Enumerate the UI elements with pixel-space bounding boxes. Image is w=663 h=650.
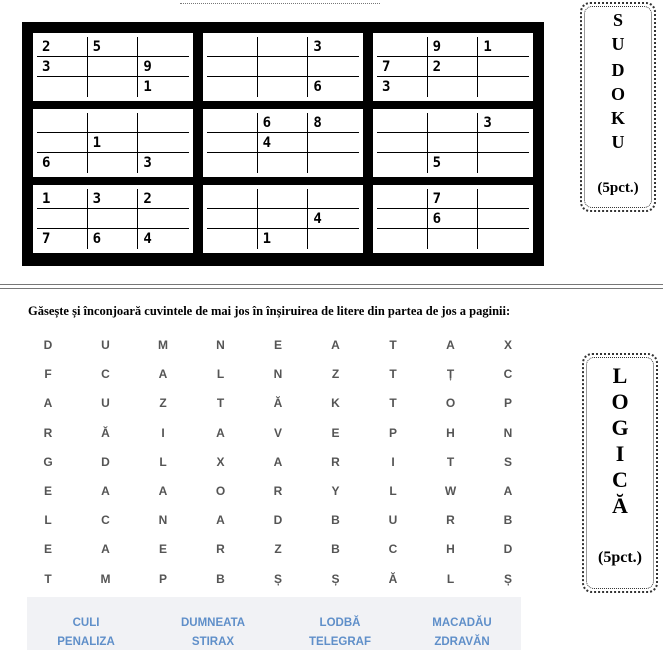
sudoku-points: (5pct.)	[597, 180, 639, 196]
letter-grid-cell[interactable]: T	[389, 396, 397, 411]
sudoku-cell[interactable]: 1	[143, 79, 152, 95]
sudoku-cell[interactable]	[478, 153, 529, 173]
sudoku-cell[interactable]	[258, 57, 309, 77]
letter-grid-cell[interactable]: C	[388, 542, 398, 557]
letter-grid-cell[interactable]: D	[503, 542, 513, 557]
sudoku-cell[interactable]: 1	[37, 189, 88, 209]
sudoku-label-box	[580, 2, 656, 212]
letter-grid-cell[interactable]: N	[273, 367, 283, 382]
letter-grid-cell[interactable]: O	[215, 484, 226, 498]
letter-grid-cell[interactable]: Z	[331, 367, 340, 382]
logic-title-letter: Ă	[612, 493, 628, 518]
letter-grid-cell[interactable]: G	[43, 454, 53, 469]
letter-grid-cell[interactable]: Ă	[273, 396, 283, 411]
sudoku-cell[interactable]: 7	[428, 189, 479, 209]
sudoku-cell[interactable]: 6	[258, 113, 309, 133]
letter-grid-cell[interactable]: K	[331, 396, 340, 411]
word-list-item: ZDRAVĂN	[434, 636, 490, 648]
sudoku-cell[interactable]: 7	[377, 57, 428, 77]
letter-grid-cell[interactable]: E	[43, 484, 52, 498]
logic-title-letter: L	[612, 363, 628, 388]
sudoku-cell[interactable]	[308, 189, 359, 209]
sudoku-cell[interactable]: 6	[88, 229, 139, 249]
letter-grid-cell[interactable]: Ț	[446, 367, 455, 382]
letter-grid-cell[interactable]: A	[101, 484, 110, 498]
sudoku-cell[interactable]	[37, 77, 88, 97]
sudoku-cell[interactable]	[478, 77, 529, 97]
letter-grid-cell[interactable]: W	[444, 484, 457, 498]
letter-grid-cell[interactable]: B	[331, 513, 340, 528]
letter-grid-cell[interactable]: A	[503, 484, 513, 498]
sudoku-title-letter: S	[612, 10, 623, 30]
sudoku-cell[interactable]: 3	[377, 77, 428, 97]
letter-grid-cell[interactable]: Ă	[388, 571, 398, 586]
sudoku-cell[interactable]	[88, 153, 139, 173]
sudoku-cell[interactable]	[207, 229, 258, 249]
letter-grid-cell[interactable]: B	[503, 513, 513, 528]
sudoku-cell[interactable]	[377, 189, 428, 209]
word-list-item: LODBĂ	[319, 617, 361, 629]
letter-grid-cell[interactable]: T	[389, 338, 397, 352]
letter-grid-cell[interactable]: O	[445, 396, 456, 411]
letter-grid-cell[interactable]: A	[331, 338, 340, 352]
letter-grid-cell[interactable]: U	[101, 338, 110, 352]
word-list-item: PENALIZA	[57, 636, 115, 648]
letter-grid-cell[interactable]: A	[158, 484, 168, 498]
letter-grid-cell[interactable]: C	[101, 513, 110, 528]
sudoku-cell[interactable]	[138, 209, 189, 229]
letter-grid-cell[interactable]: Ă	[101, 425, 110, 440]
sudoku-cell[interactable]: 8	[308, 113, 359, 133]
sudoku-box	[370, 30, 536, 104]
letter-grid-cell[interactable]: P	[503, 396, 512, 411]
letter-grid-cell[interactable]: E	[158, 542, 167, 557]
sudoku-box	[30, 106, 196, 180]
logic-title-letter: C	[612, 467, 628, 492]
sudoku-cell[interactable]	[478, 209, 529, 229]
sudoku-cell[interactable]: 9	[138, 57, 189, 77]
letter-grid-cell[interactable]: B	[331, 542, 340, 557]
sudoku-cell[interactable]: 1	[258, 229, 309, 249]
letter-grid-cell[interactable]: M	[158, 338, 168, 352]
letter-grid-cell[interactable]: H	[446, 542, 455, 557]
letter-grid-cell[interactable]: L	[159, 454, 167, 469]
letter-grid-cell[interactable]: A	[158, 367, 168, 382]
letter-grid-cell[interactable]: E	[273, 338, 282, 352]
decorative-dotted-line	[180, 3, 380, 4]
letter-grid-cell[interactable]: T	[446, 454, 455, 469]
sudoku-cell[interactable]	[308, 153, 359, 173]
sudoku-cell[interactable]	[88, 113, 139, 133]
logic-title-letter: O	[611, 389, 629, 414]
word-list-item: CULI	[72, 617, 100, 629]
sudoku-cell[interactable]: 2	[428, 57, 479, 77]
letter-grid-cell[interactable]: R	[216, 542, 225, 557]
sudoku-cell[interactable]	[308, 57, 359, 77]
sudoku-cell[interactable]	[37, 133, 88, 153]
letter-grid-cell[interactable]: Z	[159, 396, 167, 411]
sudoku-cell[interactable]	[138, 37, 189, 57]
letter-grid-cell[interactable]: N	[216, 338, 225, 352]
sudoku-cell[interactable]: 3	[143, 155, 152, 171]
sudoku-box	[370, 106, 536, 180]
sudoku-cell[interactable]	[478, 133, 529, 153]
sudoku-cell[interactable]	[258, 77, 309, 97]
sudoku-cell[interactable]	[377, 113, 428, 133]
letter-grid-cell[interactable]: A	[273, 454, 283, 469]
sudoku-cell[interactable]: 4	[143, 231, 152, 247]
sudoku-cell[interactable]: 2	[37, 37, 88, 57]
sudoku-cell[interactable]: 5	[88, 37, 139, 57]
sudoku-cell[interactable]	[478, 229, 529, 249]
letter-grid-cell[interactable]: A	[43, 396, 53, 411]
sudoku-cell[interactable]: 4	[258, 133, 309, 153]
letter-grid-cell[interactable]: L	[44, 513, 52, 528]
letter-grid-cell[interactable]: Ș	[503, 571, 512, 586]
sudoku-cell[interactable]: 6	[313, 79, 322, 95]
letter-grid-cell[interactable]: L	[389, 484, 397, 498]
sudoku-cell[interactable]	[207, 133, 258, 153]
word-list-item: DUMNEATA	[180, 617, 246, 629]
letter-grid-cell[interactable]: Y	[331, 484, 340, 498]
logic-title-letter: G	[611, 415, 629, 440]
logic-label-box	[582, 353, 658, 593]
sudoku-cell[interactable]	[428, 77, 479, 97]
sudoku-cell[interactable]: 1	[88, 133, 139, 153]
sudoku-cell[interactable]	[258, 209, 309, 229]
word-list-item: STIRAX	[191, 636, 235, 648]
sudoku-cell[interactable]: 2	[138, 189, 189, 209]
letter-grid-cell[interactable]: A	[101, 542, 110, 557]
letter-grid-cell[interactable]: C	[503, 367, 513, 382]
sudoku-cell[interactable]: 3	[37, 57, 88, 77]
sudoku-box	[370, 182, 536, 256]
sudoku-cell[interactable]	[377, 133, 428, 153]
sudoku-title-letter: O	[610, 84, 625, 104]
letter-grid-cell[interactable]: A	[446, 338, 455, 352]
sudoku-cell[interactable]: 3	[88, 189, 139, 209]
letter-grid-cell[interactable]: F	[44, 367, 52, 382]
sudoku-cell[interactable]	[138, 133, 189, 153]
sudoku-cell[interactable]	[88, 77, 139, 97]
letter-grid-cell[interactable]: L	[216, 367, 225, 382]
sudoku-cell[interactable]	[207, 113, 258, 133]
letter-grid-cell[interactable]: N	[158, 513, 168, 528]
letter-grid-cell[interactable]: A	[216, 513, 225, 528]
letter-grid-cell[interactable]: T	[44, 571, 52, 586]
sudoku-cell[interactable]: 9	[428, 37, 479, 57]
sudoku-cell[interactable]	[308, 133, 359, 153]
letter-grid-cell[interactable]: L	[446, 571, 455, 586]
word-list-item: MACADĂU	[432, 617, 492, 629]
sudoku-cell[interactable]	[88, 209, 139, 229]
sudoku-box	[200, 182, 366, 256]
letter-grid-cell[interactable]: R	[273, 484, 283, 498]
logic-points: (5pct.)	[598, 549, 642, 566]
logic-title-letter: I	[615, 441, 625, 466]
sudoku-cell[interactable]: 5	[428, 153, 479, 173]
sudoku-title-letter: U	[611, 34, 625, 54]
letter-grid-cell[interactable]: T	[216, 396, 225, 411]
sudoku-cell[interactable]: 7	[37, 229, 88, 249]
sudoku-cell[interactable]: 3	[308, 37, 359, 57]
letter-grid-cell[interactable]: Ș	[331, 571, 340, 586]
sudoku-box	[200, 106, 366, 180]
sudoku-cell[interactable]	[428, 113, 479, 133]
logic-instructions: Găsește și înconjoară cuvintele de mai jos în înșiruirea de litere din partea de jos a paginii:	[28, 304, 511, 318]
sudoku-cell[interactable]	[377, 209, 428, 229]
sudoku-cell[interactable]	[478, 189, 529, 209]
letter-grid-cell[interactable]: B	[216, 571, 225, 586]
letter-grid-cell[interactable]: N	[503, 425, 513, 440]
sudoku-title-letter: D	[611, 60, 625, 80]
letter-grid-cell[interactable]: I	[391, 454, 395, 469]
sudoku-cell[interactable]: 6	[428, 209, 479, 229]
sudoku-cell[interactable]	[37, 209, 88, 229]
sudoku-cell[interactable]: 4	[308, 209, 359, 229]
letter-grid-cell[interactable]: A	[216, 425, 225, 440]
sudoku-grid	[22, 22, 544, 266]
sudoku-title-letter: K	[610, 108, 625, 128]
letter-grid-cell[interactable]: E	[43, 542, 52, 557]
letter-grid-cell[interactable]: U	[388, 513, 398, 528]
sudoku-cell[interactable]	[138, 113, 189, 133]
sudoku-cell[interactable]	[258, 189, 309, 209]
letter-grid-cell[interactable]: D	[101, 454, 110, 469]
sudoku-title-letter: U	[611, 132, 625, 152]
sudoku-cell[interactable]	[428, 229, 479, 249]
letter-grid-cell[interactable]: E	[331, 425, 340, 440]
sudoku-cell[interactable]	[308, 229, 359, 249]
letter-grid-cell[interactable]: R	[43, 425, 53, 440]
word-list-item: TELEGRAF	[309, 636, 371, 648]
letter-grid-cell[interactable]: S	[503, 454, 512, 469]
sudoku-cell[interactable]	[37, 113, 88, 133]
letter-grid-cell[interactable]: P	[388, 425, 397, 440]
sudoku-cell[interactable]	[377, 37, 428, 57]
letter-grid-cell[interactable]: X	[503, 338, 512, 352]
sudoku-cell[interactable]	[207, 189, 258, 209]
sudoku-cell[interactable]	[258, 153, 309, 173]
sudoku-cell[interactable]	[428, 133, 479, 153]
letter-grid-cell[interactable]: M	[100, 571, 111, 586]
letter-grid-cell[interactable]: D	[43, 338, 53, 352]
letter-grid-cell[interactable]: I	[161, 425, 165, 440]
sudoku-cell[interactable]	[207, 77, 258, 97]
letter-grid-cell[interactable]: P	[158, 571, 167, 586]
sudoku-cell[interactable]	[88, 57, 139, 77]
section-divider	[0, 284, 663, 289]
sudoku-box	[30, 182, 196, 256]
letter-grid-cell[interactable]: U	[101, 396, 110, 411]
sudoku-cell[interactable]	[207, 37, 258, 57]
sudoku-cell[interactable]	[377, 229, 428, 249]
sudoku-cell[interactable]	[207, 153, 258, 173]
sudoku-cell[interactable]	[207, 209, 258, 229]
sudoku-cell[interactable]	[377, 153, 428, 173]
sudoku-cell[interactable]	[258, 37, 309, 57]
sudoku-box	[30, 30, 196, 104]
letter-grid-cell[interactable]: R	[446, 513, 455, 528]
letter-grid-cell[interactable]: D	[273, 513, 283, 528]
letter-grid-cell[interactable]: Z	[274, 542, 282, 557]
sudoku-cell[interactable]: 6	[37, 153, 88, 173]
sudoku-cell[interactable]: 3	[478, 113, 529, 133]
letter-grid-cell[interactable]: R	[331, 454, 340, 469]
letter-grid-cell[interactable]: C	[101, 367, 110, 382]
letter-grid-cell[interactable]: Ș	[273, 571, 282, 586]
letter-grid-cell[interactable]: T	[389, 367, 397, 382]
letter-grid-cell[interactable]: V	[273, 425, 282, 440]
sudoku-cell[interactable]	[478, 57, 529, 77]
sudoku-cell[interactable]	[207, 57, 258, 77]
sudoku-box	[200, 30, 366, 104]
sudoku-cell[interactable]: 1	[478, 37, 529, 57]
letter-grid-cell[interactable]: X	[216, 454, 225, 469]
letter-grid-cell[interactable]: H	[446, 425, 455, 440]
